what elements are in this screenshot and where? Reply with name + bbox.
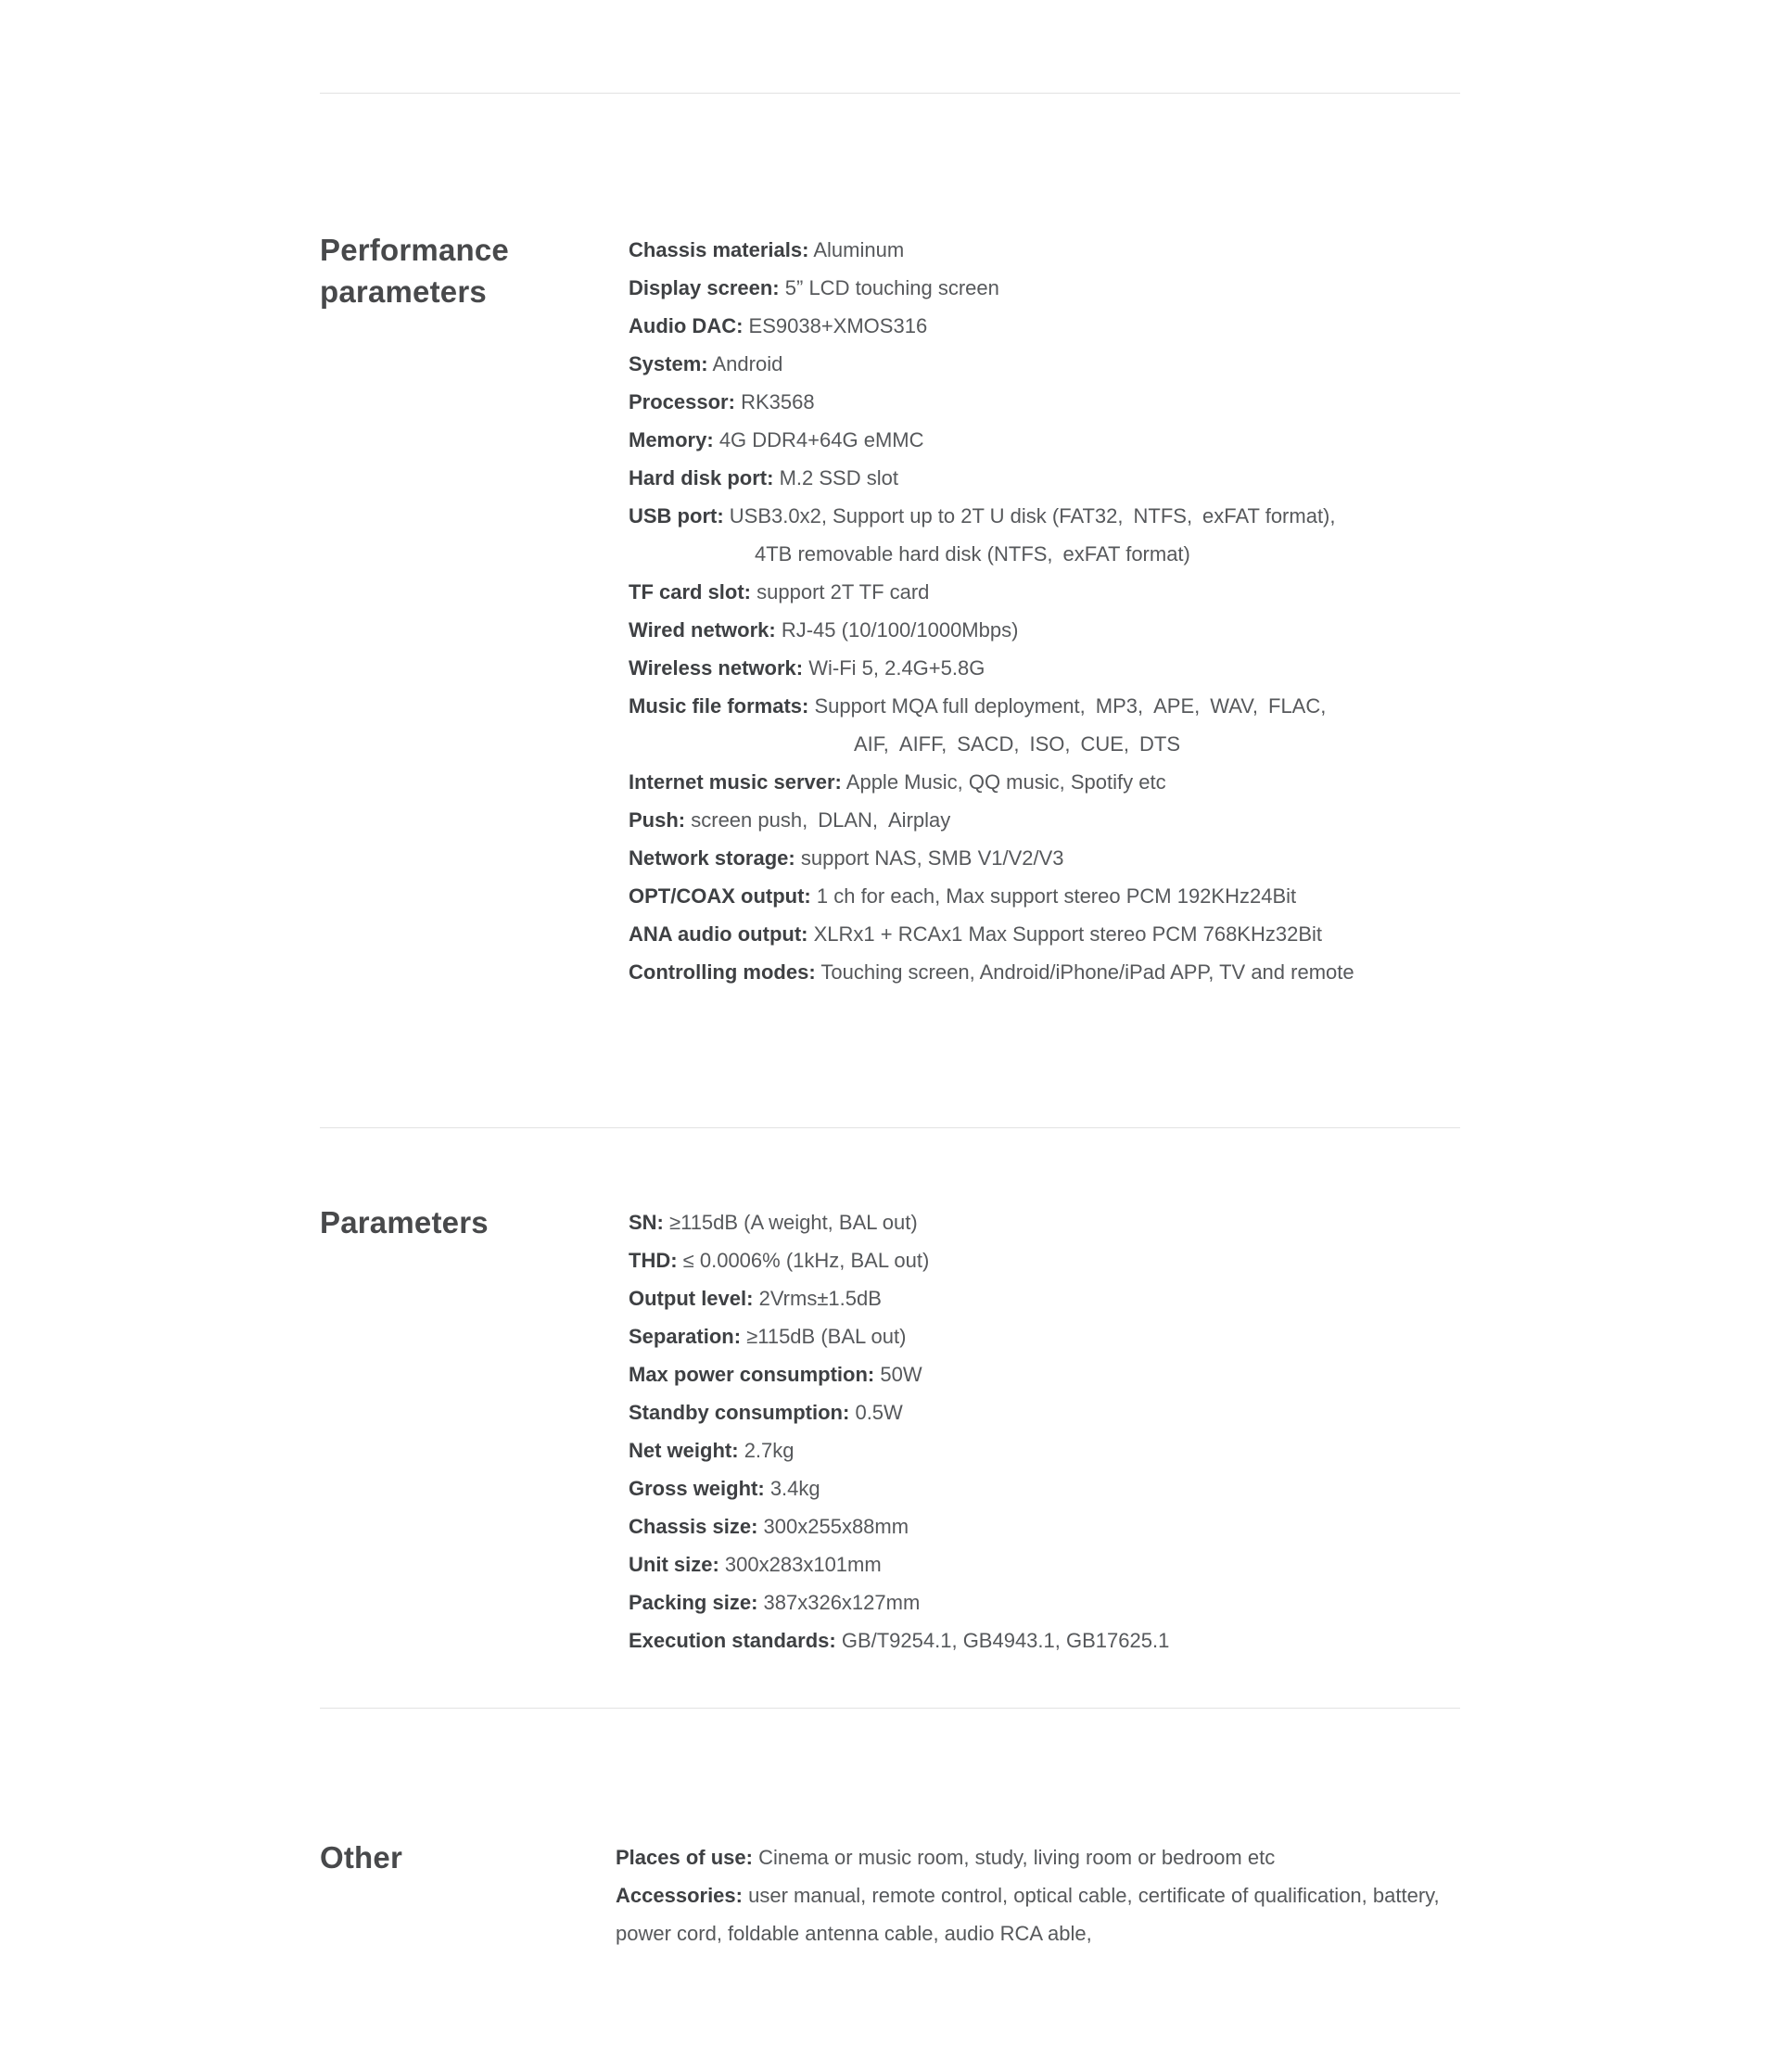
spec-value: 387x326x127mm (763, 1591, 921, 1614)
spec-row (629, 307, 1460, 345)
spec-value: 5” LCD touching screen (784, 276, 999, 299)
spec-row (629, 421, 1460, 459)
spec-row (629, 915, 1460, 953)
spec-row (629, 231, 1460, 269)
spec-label: Wireless network: (629, 656, 804, 680)
spec-content-column (320, 93, 1460, 1975)
spec-value: RK3568 (741, 390, 815, 413)
parameters-spec-list (629, 1203, 1460, 1659)
other-spec-list (616, 1838, 1460, 1952)
spec-row (629, 1621, 1460, 1659)
spec-row (629, 763, 1460, 801)
spec-label: ANA audio output: (629, 922, 808, 946)
parameters-heading: Parameters (320, 1205, 489, 1239)
section-other (320, 1709, 1460, 1975)
spec-row (629, 497, 1460, 535)
spec-row (629, 649, 1460, 687)
spec-value: GB/T9254.1, GB4943.1, GB17625.1 (841, 1629, 1170, 1652)
spec-row (629, 725, 1460, 763)
spec-value: screen push, DLAN, Airplay (691, 808, 951, 832)
spec-value: ≥115dB (A weight, BAL out) (669, 1211, 918, 1234)
spec-row (629, 573, 1460, 611)
spec-label: Packing size: (629, 1591, 758, 1614)
spec-value: ES9038+XMOS316 (748, 314, 928, 337)
spec-value: support 2T TF card (756, 580, 930, 604)
spec-row (616, 1876, 1460, 1914)
spec-label: Separation: (629, 1325, 742, 1348)
spec-label: SN: (629, 1211, 664, 1234)
spec-label: USB port: (629, 504, 724, 528)
spec-value: USB3.0x2, Support up to 2T U disk (FAT32, NTFS, exFAT format), (729, 504, 1336, 528)
spec-label: Output level: (629, 1287, 754, 1310)
spec-label: Network storage: (629, 846, 795, 870)
spec-value: Cinema or music room, study, living room or bedroom etc (758, 1846, 1276, 1869)
spec-label: Places of use: (616, 1846, 753, 1869)
spec-value: RJ-45 (10/100/1000Mbps) (781, 618, 1019, 642)
spec-label: Hard disk port: (629, 466, 774, 489)
section-performance-parameters (320, 94, 1460, 1127)
spec-value: support NAS, SMB V1/V2/V3 (800, 846, 1064, 870)
section-parameters (320, 1128, 1460, 1708)
spec-row (629, 459, 1460, 497)
spec-label: Max power consumption: (629, 1363, 875, 1386)
spec-label: Internet music server: (629, 770, 842, 794)
spec-row (629, 1583, 1460, 1621)
spec-row (629, 687, 1460, 725)
spec-value: 4G DDR4+64G eMMC (718, 428, 924, 451)
spec-label: Accessories: (616, 1884, 743, 1907)
spec-row (629, 1469, 1460, 1507)
spec-row (629, 1241, 1460, 1279)
spec-value: Android (712, 352, 783, 375)
performance-parameters-spec-list (629, 231, 1460, 991)
spec-label: THD: (629, 1249, 678, 1272)
spec-value: ≤ 0.0006% (1kHz, BAL out) (682, 1249, 930, 1272)
spec-row (629, 1355, 1460, 1393)
spec-row (629, 269, 1460, 307)
spec-label: Standby consumption: (629, 1401, 850, 1424)
spec-label: Music file formats: (629, 694, 809, 718)
spec-value: user manual, remote control, optical cable, certificate of qualification, battery, (748, 1884, 1440, 1907)
spec-label: Gross weight: (629, 1477, 765, 1500)
spec-value: Aluminum (813, 238, 905, 261)
spec-row (629, 877, 1460, 915)
spec-value: Apple Music, QQ music, Spotify etc (846, 770, 1166, 794)
spec-label: Chassis size: (629, 1515, 758, 1538)
spec-row (629, 1431, 1460, 1469)
spec-value: power cord, foldable antenna cable, audio RCA able, (616, 1922, 1092, 1945)
spec-row (629, 1203, 1460, 1241)
spec-row (629, 839, 1460, 877)
spec-row (629, 1545, 1460, 1583)
spec-row (616, 1838, 1460, 1876)
spec-label: Chassis materials: (629, 238, 809, 261)
spec-value: 300x255x88mm (763, 1515, 909, 1538)
spec-label: Push: (629, 808, 686, 832)
spec-value: 0.5W (855, 1401, 903, 1424)
spec-row (629, 345, 1460, 383)
spec-row (629, 1279, 1460, 1317)
spec-label: OPT/COAX output: (629, 884, 811, 908)
spec-value: 4TB removable hard disk (NTFS, exFAT format) (755, 542, 1190, 566)
spec-value: 2.7kg (744, 1439, 795, 1462)
spec-value: Support MQA full deployment, MP3, APE, WAV, FLAC, (814, 694, 1337, 718)
spec-label: Audio DAC: (629, 314, 744, 337)
spec-label: Execution standards: (629, 1629, 836, 1652)
spec-row (629, 1507, 1460, 1545)
spec-value: XLRx1 + RCAx1 Max Support stereo PCM 768KHz32Bit (813, 922, 1323, 946)
spec-value: 300x283x101mm (724, 1553, 882, 1576)
spec-row (629, 383, 1460, 421)
spec-value: M.2 SSD slot (779, 466, 898, 489)
other-heading: Other (320, 1840, 403, 1875)
spec-row (629, 611, 1460, 649)
spec-value: 50W (880, 1363, 922, 1386)
spec-label: Display screen: (629, 276, 780, 299)
spec-value: 1 ch for each, Max support stereo PCM 192KHz24Bit (816, 884, 1297, 908)
spec-row (616, 1914, 1460, 1952)
spec-label: Wired network: (629, 618, 776, 642)
spec-value: Wi-Fi 5, 2.4G+5.8G (808, 656, 985, 680)
spec-value: 2Vrms±1.5dB (758, 1287, 882, 1310)
spec-value: AIF, AIFF, SACD, ISO, CUE, DTS (854, 732, 1181, 756)
spec-row (629, 1317, 1460, 1355)
spec-row (629, 953, 1460, 991)
spec-label: System: (629, 352, 708, 375)
spec-row (629, 1393, 1460, 1431)
performance-parameters-heading: Performance parameters (320, 233, 509, 309)
spec-value: Touching screen, Android/iPhone/iPad APP, TV and remote (820, 960, 1354, 984)
spec-label: Unit size: (629, 1553, 719, 1576)
spec-value: ≥115dB (BAL out) (746, 1325, 907, 1348)
spec-label: TF card slot: (629, 580, 752, 604)
spec-label: Net weight: (629, 1439, 739, 1462)
spec-label: Processor: (629, 390, 735, 413)
spec-label: Memory: (629, 428, 714, 451)
spec-label: Controlling modes: (629, 960, 816, 984)
spec-row (629, 801, 1460, 839)
spec-value: 3.4kg (769, 1477, 820, 1500)
spec-row (629, 535, 1460, 573)
